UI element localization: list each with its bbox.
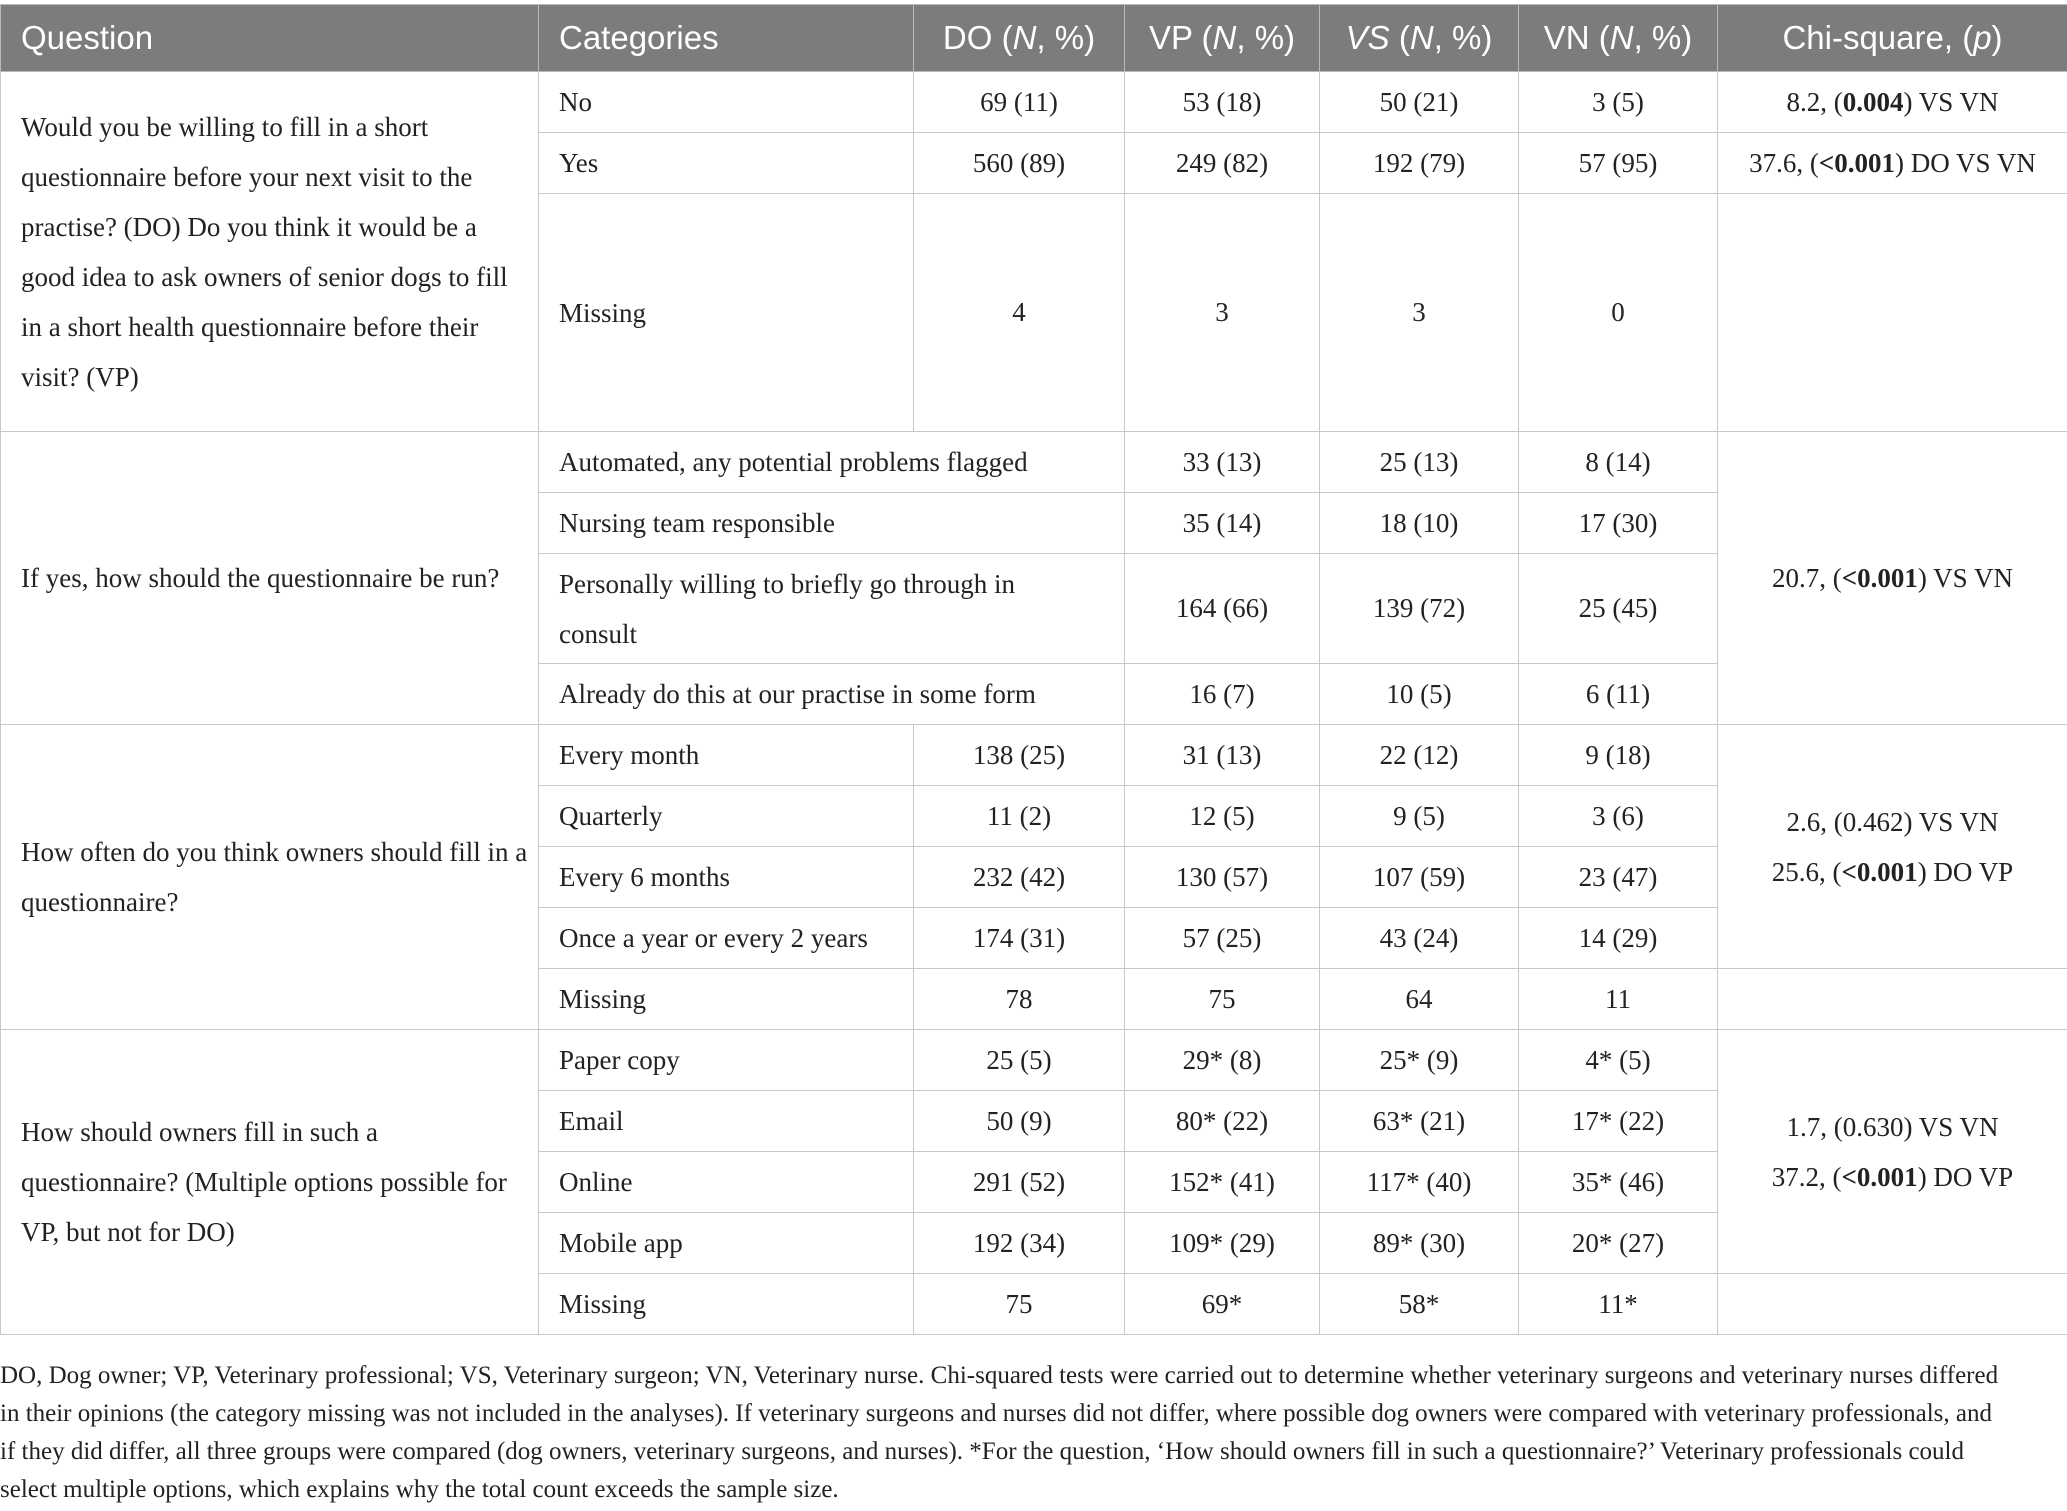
- vn-cell: 3 (6): [1519, 786, 1718, 847]
- category-cell: Missing: [539, 1274, 914, 1335]
- chi-square-cell: [1718, 1274, 2067, 1335]
- vn-cell: 23 (47): [1519, 847, 1718, 908]
- vs-cell: 25 (13): [1320, 432, 1519, 493]
- chi-square-cell: 37.6, (<0.001) DO VS VN: [1718, 133, 2067, 194]
- chi-square-cell: [1718, 969, 2067, 1030]
- category-cell: Once a year or every 2 years: [539, 908, 914, 969]
- vs-cell: 64: [1320, 969, 1519, 1030]
- do-cell: 174 (31): [914, 908, 1125, 969]
- vn-cell: 20* (27): [1519, 1213, 1718, 1274]
- vs-cell: 107 (59): [1320, 847, 1519, 908]
- vs-cell: 10 (5): [1320, 664, 1519, 725]
- vn-cell: 6 (11): [1519, 664, 1718, 725]
- results-table: [0, 4, 2067, 1335]
- vn-cell: 17* (22): [1519, 1091, 1718, 1152]
- question-cell: How should owners fill in such a questionnaire? (Multiple options possible for VP, but not for DO): [1, 1030, 539, 1335]
- vn-cell: 0: [1519, 194, 1718, 432]
- do-cell: 50 (9): [914, 1091, 1125, 1152]
- vp-cell: 109* (29): [1125, 1213, 1320, 1274]
- vp-cell: 57 (25): [1125, 908, 1320, 969]
- header-categories: Categories: [539, 5, 914, 72]
- vp-cell: 53 (18): [1125, 72, 1320, 133]
- vs-cell: 89* (30): [1320, 1213, 1519, 1274]
- vs-cell: 192 (79): [1320, 133, 1519, 194]
- category-cell: Automated, any potential problems flagged: [539, 432, 1125, 493]
- category-cell: Nursing team responsible: [539, 493, 1125, 554]
- table-header: [1, 5, 2067, 72]
- do-cell: 560 (89): [914, 133, 1125, 194]
- vn-cell: 25 (45): [1519, 554, 1718, 664]
- category-cell: Every 6 months: [539, 847, 914, 908]
- vp-cell: 164 (66): [1125, 554, 1320, 664]
- header-vs: VS (N, %): [1320, 5, 1519, 72]
- vp-cell: 69*: [1125, 1274, 1320, 1335]
- category-cell: Quarterly: [539, 786, 914, 847]
- vs-cell: 43 (24): [1320, 908, 1519, 969]
- chi-line: 1.7, (0.630) VS VN: [1786, 1111, 1999, 1142]
- vp-cell: 152* (41): [1125, 1152, 1320, 1213]
- vp-cell: 130 (57): [1125, 847, 1320, 908]
- category-cell: Yes: [539, 133, 914, 194]
- question-cell: How often do you think owners should fill in a questionnaire?: [1, 725, 539, 1030]
- chi-line: 37.2, (<0.001) DO VP: [1771, 1161, 2014, 1192]
- vn-cell: 14 (29): [1519, 908, 1718, 969]
- vp-cell: 29* (8): [1125, 1030, 1320, 1091]
- vn-cell: 11*: [1519, 1274, 1718, 1335]
- do-cell: 78: [914, 969, 1125, 1030]
- do-cell: 11 (2): [914, 786, 1125, 847]
- category-cell: Missing: [539, 194, 914, 432]
- vs-cell: 139 (72): [1320, 554, 1519, 664]
- do-cell: 4: [914, 194, 1125, 432]
- do-cell: 291 (52): [914, 1152, 1125, 1213]
- vs-cell: 63* (21): [1320, 1091, 1519, 1152]
- vn-cell: 9 (18): [1519, 725, 1718, 786]
- question-cell: If yes, how should the questionnaire be run?: [1, 432, 539, 725]
- table-row: [1, 725, 2067, 786]
- vn-cell: 11: [1519, 969, 1718, 1030]
- header-vp: VP (N, %): [1125, 5, 1320, 72]
- do-cell: 25 (5): [914, 1030, 1125, 1091]
- vp-cell: 33 (13): [1125, 432, 1320, 493]
- category-cell: Missing: [539, 969, 914, 1030]
- do-cell: 69 (11): [914, 72, 1125, 133]
- vp-cell: 31 (13): [1125, 725, 1320, 786]
- category-text: Personally willing to briefly go through in consult: [559, 568, 1015, 649]
- vs-cell: 25* (9): [1320, 1030, 1519, 1091]
- chi-line: 2.6, (0.462) VS VN: [1786, 806, 1999, 837]
- do-cell: 75: [914, 1274, 1125, 1335]
- category-cell: Online: [539, 1152, 914, 1213]
- vp-cell: 3: [1125, 194, 1320, 432]
- do-cell: 138 (25): [914, 725, 1125, 786]
- category-cell: Already do this at our practise in some form: [539, 664, 1125, 725]
- vs-cell: 3: [1320, 194, 1519, 432]
- chi-line: 25.6, (<0.001) DO VP: [1771, 856, 2014, 887]
- vn-cell: 17 (30): [1519, 493, 1718, 554]
- table-row: [1, 432, 2067, 493]
- question-cell: Would you be willing to fill in a short questionnaire before your next visit to the practise? (DO) Do you think it would be a good idea to ask owners of senior dogs to fill in a short health questionnaire before their visit? (VP): [1, 72, 539, 432]
- do-cell: 232 (42): [914, 847, 1125, 908]
- category-cell: Email: [539, 1091, 914, 1152]
- category-cell: Paper copy: [539, 1030, 914, 1091]
- vs-cell: 58*: [1320, 1274, 1519, 1335]
- vs-cell: 9 (5): [1320, 786, 1519, 847]
- chi-square-cell: [1718, 725, 2067, 969]
- header-question: Question: [1, 5, 539, 72]
- table-row: [1, 72, 2067, 133]
- chi-square-cell: [1718, 194, 2067, 432]
- vs-cell: 22 (12): [1320, 725, 1519, 786]
- header-vn: VN (N, %): [1519, 5, 1718, 72]
- vp-cell: 35 (14): [1125, 493, 1320, 554]
- vs-cell: 117* (40): [1320, 1152, 1519, 1213]
- vp-cell: 80* (22): [1125, 1091, 1320, 1152]
- vn-cell: 35* (46): [1519, 1152, 1718, 1213]
- do-cell: 192 (34): [914, 1213, 1125, 1274]
- table-footnote: DO, Dog owner; VP, Veterinary professional; VS, Veterinary surgeon; VN, Veterinary nurse. Chi-squared tests were carried out to determine whether veterinary surgeons and veterinary nurses differed in their opinions (the category missing was not included in the analyses). If veterinary surgeons and nurses did not differ, where possible dog owners were compared with veterinary professionals, and if they did differ, all three groups were compared (dog owners, veterinary surgeons, and nurses). *For the question, ‘How should owners fill in such a questionnaire?’ Veterinary professionals could select multiple options, which explains why the total count exceeds the sample size.: [0, 1362, 1999, 1503]
- vp-cell: 75: [1125, 969, 1320, 1030]
- category-cell: Mobile app: [539, 1213, 914, 1274]
- category-cell: Every month: [539, 725, 914, 786]
- vs-cell: 50 (21): [1320, 72, 1519, 133]
- vn-cell: 4* (5): [1519, 1030, 1718, 1091]
- chi-square-cell: 8.2, (0.004) VS VN: [1718, 72, 2067, 133]
- category-cell: No: [539, 72, 914, 133]
- table-row: [1, 1030, 2067, 1091]
- vp-cell: 12 (5): [1125, 786, 1320, 847]
- category-cell: [539, 554, 1125, 664]
- vp-cell: 249 (82): [1125, 133, 1320, 194]
- header-do: DO (N, %): [914, 5, 1125, 72]
- chi-square-cell: [1718, 1030, 2067, 1274]
- chi-square-cell: 20.7, (<0.001) VS VN: [1718, 432, 2067, 725]
- header-chi-square: Chi-square, (p): [1718, 5, 2067, 72]
- vs-cell: 18 (10): [1320, 493, 1519, 554]
- vn-cell: 57 (95): [1519, 133, 1718, 194]
- vn-cell: 3 (5): [1519, 72, 1718, 133]
- vn-cell: 8 (14): [1519, 432, 1718, 493]
- vp-cell: 16 (7): [1125, 664, 1320, 725]
